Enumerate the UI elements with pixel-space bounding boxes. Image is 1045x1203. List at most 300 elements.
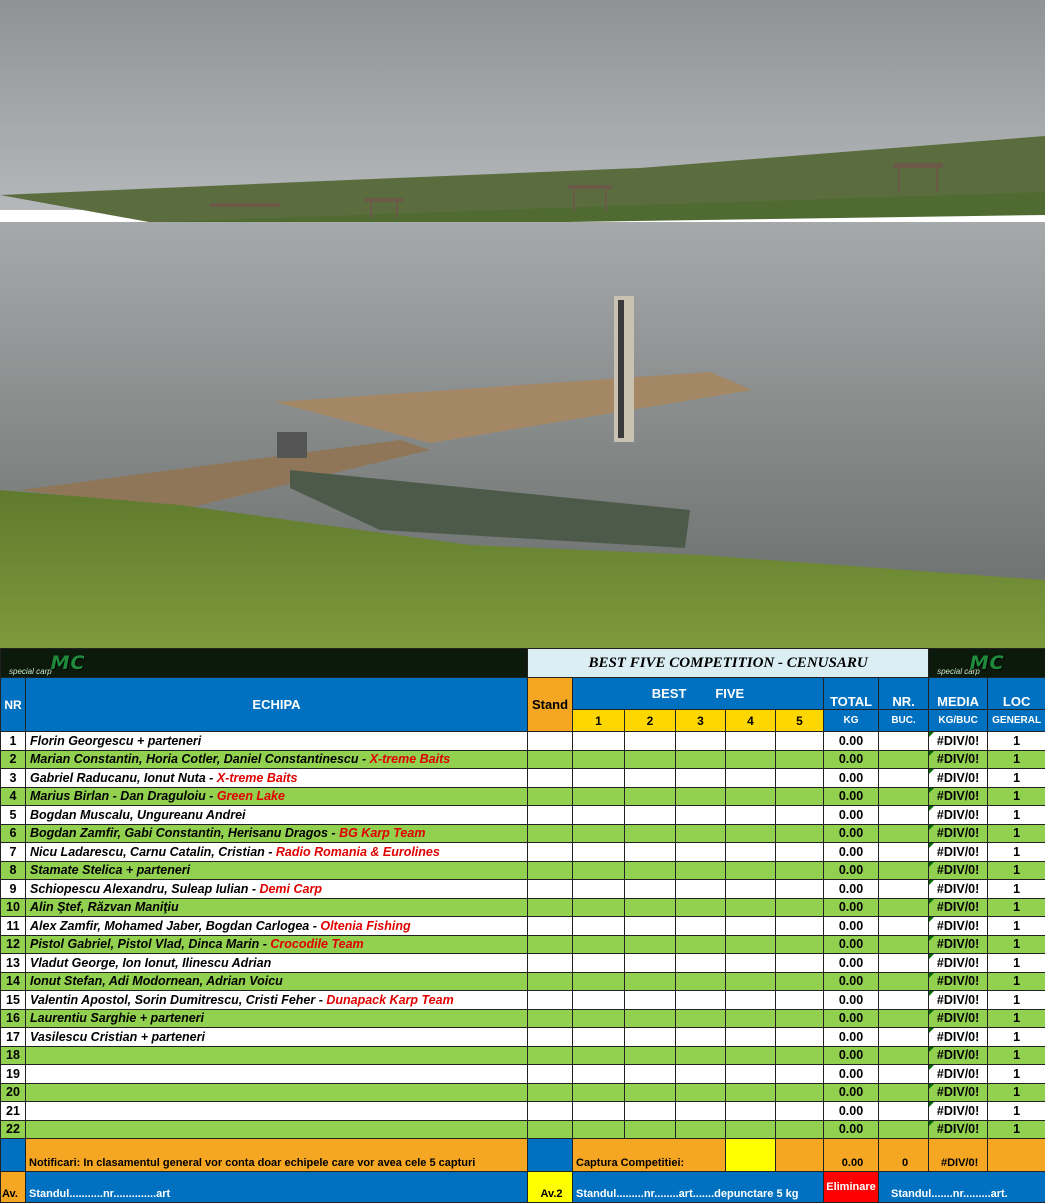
cell-nr-buc[interactable]	[879, 1083, 929, 1102]
cell-catch-2[interactable]	[625, 787, 676, 806]
cell-catch-4[interactable]	[726, 806, 776, 825]
cell-catch-5[interactable]	[776, 750, 824, 769]
header-stand: Stand	[528, 678, 573, 732]
cell-total[interactable]: 0.00	[824, 1009, 879, 1028]
cell-catch-5[interactable]	[776, 1028, 824, 1047]
cell-media[interactable]	[929, 750, 988, 769]
cell-stand[interactable]	[528, 972, 573, 991]
cell-catch-2[interactable]	[625, 750, 676, 769]
cell-catch-2[interactable]	[625, 769, 676, 788]
cell-catch-5[interactable]	[776, 972, 824, 991]
cell-catch-5[interactable]	[776, 1102, 824, 1121]
cell-total[interactable]: 0.00	[824, 787, 879, 806]
error-indicator-icon	[929, 843, 934, 848]
cell-total[interactable]: 0.00	[824, 1028, 879, 1047]
cell-loc[interactable]: 1	[988, 1083, 1045, 1102]
cell-stand[interactable]	[528, 843, 573, 862]
cell-catch-1[interactable]	[573, 1065, 625, 1084]
cell-catch-2[interactable]	[625, 1028, 676, 1047]
cell-catch-3[interactable]	[676, 861, 726, 880]
cell-catch-5[interactable]	[776, 880, 824, 899]
cell-nr-buc[interactable]	[879, 954, 929, 973]
cell-stand[interactable]	[528, 1065, 573, 1084]
cell-catch-1[interactable]	[573, 806, 625, 825]
cell-total[interactable]: 0.00	[824, 1046, 879, 1065]
cell-nr[interactable]: 16	[1, 1009, 26, 1028]
cell-catch-3[interactable]	[676, 787, 726, 806]
cell-nr-buc[interactable]	[879, 1065, 929, 1084]
cell-media[interactable]	[929, 843, 988, 862]
cell-catch-4[interactable]	[726, 824, 776, 843]
media-value: #DIV/0!	[937, 1067, 979, 1081]
cell-catch-1[interactable]	[573, 787, 625, 806]
cell-nr[interactable]: 12	[1, 935, 26, 954]
cell-media[interactable]	[929, 1102, 988, 1121]
table-row	[1, 935, 1045, 954]
cell-total[interactable]: 0.00	[824, 1120, 879, 1139]
cell-loc[interactable]: 1	[988, 917, 1045, 936]
cell-catch-1[interactable]	[573, 935, 625, 954]
cell-loc[interactable]: 1	[988, 1046, 1045, 1065]
cell-catch-4[interactable]	[726, 880, 776, 899]
cell-catch-5[interactable]	[776, 991, 824, 1010]
cell-media[interactable]	[929, 880, 988, 899]
cell-catch-5[interactable]	[776, 787, 824, 806]
cell-team[interactable]	[26, 1120, 528, 1139]
cell-team[interactable]	[26, 880, 528, 899]
cell-catch-4[interactable]	[726, 1083, 776, 1102]
cell-total[interactable]: 0.00	[824, 1102, 879, 1121]
cell-catch-3[interactable]	[676, 991, 726, 1010]
cell-nr[interactable]: 6	[1, 824, 26, 843]
cell-nr-buc[interactable]	[879, 806, 929, 825]
cell-nr[interactable]: 9	[1, 880, 26, 899]
cell-catch-1[interactable]	[573, 732, 625, 751]
cell-total[interactable]: 0.00	[824, 917, 879, 936]
cell-nr[interactable]: 11	[1, 917, 26, 936]
cell-catch-2[interactable]	[625, 1083, 676, 1102]
cell-catch-4[interactable]	[726, 769, 776, 788]
cell-nr[interactable]: 20	[1, 1083, 26, 1102]
cell-catch-3[interactable]	[676, 750, 726, 769]
cell-stand[interactable]	[528, 917, 573, 936]
cell-nr-buc[interactable]	[879, 972, 929, 991]
cell-catch-4[interactable]	[726, 935, 776, 954]
cell-total[interactable]: 0.00	[824, 732, 879, 751]
cell-catch-3[interactable]	[676, 1009, 726, 1028]
cell-loc[interactable]: 1	[988, 1028, 1045, 1047]
cell-catch-3[interactable]	[676, 917, 726, 936]
error-indicator-icon	[929, 1121, 934, 1126]
cell-stand[interactable]	[528, 1120, 573, 1139]
cell-team[interactable]	[26, 1046, 528, 1065]
cell-media[interactable]	[929, 769, 988, 788]
cell-catch-1[interactable]	[573, 917, 625, 936]
cell-total[interactable]: 0.00	[824, 769, 879, 788]
cell-catch-2[interactable]	[625, 732, 676, 751]
cell-nr-buc[interactable]	[879, 861, 929, 880]
cell-team[interactable]	[26, 732, 528, 751]
cell-catch-3[interactable]	[676, 1083, 726, 1102]
cell-catch-1[interactable]	[573, 880, 625, 899]
cell-media[interactable]	[929, 972, 988, 991]
cell-loc[interactable]: 1	[988, 787, 1045, 806]
cell-nr[interactable]: 8	[1, 861, 26, 880]
cell-catch-4[interactable]	[726, 1046, 776, 1065]
cell-catch-5[interactable]	[776, 898, 824, 917]
cell-total[interactable]: 0.00	[824, 750, 879, 769]
cell-catch-4[interactable]	[726, 1102, 776, 1121]
logo-left	[1, 649, 528, 678]
table-row	[1, 787, 1045, 806]
cell-nr-buc[interactable]	[879, 1009, 929, 1028]
cell-nr-buc[interactable]	[879, 1102, 929, 1121]
cell-team[interactable]	[26, 824, 528, 843]
cell-team[interactable]	[26, 1028, 528, 1047]
cell-stand[interactable]	[528, 769, 573, 788]
cell-catch-2[interactable]	[625, 1009, 676, 1028]
cell-total[interactable]: 0.00	[824, 935, 879, 954]
cell-loc[interactable]: 1	[988, 935, 1045, 954]
cell-nr[interactable]: 19	[1, 1065, 26, 1084]
cell-nr-buc[interactable]	[879, 898, 929, 917]
cell-team[interactable]	[26, 1083, 528, 1102]
cell-catch-2[interactable]	[625, 1102, 676, 1121]
footer-row-1	[1, 1139, 1045, 1172]
error-indicator-icon	[929, 732, 934, 737]
cell-nr[interactable]: 7	[1, 843, 26, 862]
cell-media[interactable]	[929, 898, 988, 917]
cell-catch-5[interactable]	[776, 1046, 824, 1065]
cell-media[interactable]	[929, 806, 988, 825]
cell-nr[interactable]: 5	[1, 806, 26, 825]
cell-nr-buc[interactable]	[879, 787, 929, 806]
cell-catch-2[interactable]	[625, 991, 676, 1010]
cell-team[interactable]	[26, 972, 528, 991]
cell-team[interactable]	[26, 935, 528, 954]
cell-total[interactable]: 0.00	[824, 880, 879, 899]
cell-catch-3[interactable]	[676, 806, 726, 825]
cell-stand[interactable]	[528, 1046, 573, 1065]
cell-media[interactable]	[929, 917, 988, 936]
cell-nr[interactable]: 17	[1, 1028, 26, 1047]
cell-team[interactable]	[26, 750, 528, 769]
team-name: Stamate Stelica + parteneri	[30, 863, 190, 877]
cell-team[interactable]	[26, 806, 528, 825]
cell-catch-4[interactable]	[726, 1028, 776, 1047]
cell-loc[interactable]: 1	[988, 1102, 1045, 1121]
cell-catch-3[interactable]	[676, 843, 726, 862]
cell-catch-5[interactable]	[776, 861, 824, 880]
cell-nr[interactable]: 10	[1, 898, 26, 917]
cell-catch-5[interactable]	[776, 769, 824, 788]
cell-total[interactable]: 0.00	[824, 806, 879, 825]
cell-loc[interactable]: 1	[988, 861, 1045, 880]
cell-stand[interactable]	[528, 991, 573, 1010]
cell-catch-1[interactable]	[573, 972, 625, 991]
cell-total[interactable]: 0.00	[824, 843, 879, 862]
cell-media[interactable]	[929, 991, 988, 1010]
cell-team[interactable]	[26, 843, 528, 862]
footer-captura-total: 0.00	[824, 1139, 879, 1172]
cell-catch-2[interactable]	[625, 843, 676, 862]
cell-nr[interactable]: 1	[1, 732, 26, 751]
cell-nr-buc[interactable]	[879, 824, 929, 843]
cell-catch-4[interactable]	[726, 787, 776, 806]
cell-catch-4[interactable]	[726, 1120, 776, 1139]
cell-loc[interactable]: 1	[988, 769, 1045, 788]
team-name: Bogdan Muscalu, Ungureanu Andrei	[30, 808, 246, 822]
cell-catch-3[interactable]	[676, 1065, 726, 1084]
cell-catch-2[interactable]	[625, 806, 676, 825]
cell-team[interactable]	[26, 769, 528, 788]
footer-standul-1: Standul...........nr..............art	[26, 1172, 528, 1203]
team-name: Bogdan Zamfir, Gabi Constantin, Herisanu Dragos -	[30, 826, 339, 840]
cell-nr-buc[interactable]	[879, 769, 929, 788]
cell-media[interactable]	[929, 732, 988, 751]
cell-stand[interactable]	[528, 935, 573, 954]
cell-catch-5[interactable]	[776, 732, 824, 751]
cell-total[interactable]: 0.00	[824, 861, 879, 880]
cell-catch-1[interactable]	[573, 843, 625, 862]
cell-stand[interactable]	[528, 880, 573, 899]
cell-total[interactable]: 0.00	[824, 898, 879, 917]
cell-catch-2[interactable]	[625, 880, 676, 899]
logo-sub: special carp	[9, 667, 52, 676]
cell-total[interactable]: 0.00	[824, 1083, 879, 1102]
table-row	[1, 1065, 1045, 1084]
cell-media[interactable]	[929, 1028, 988, 1047]
cell-catch-4[interactable]	[726, 972, 776, 991]
footer-blank-yellow	[726, 1139, 776, 1172]
cell-loc[interactable]: 1	[988, 991, 1045, 1010]
team-sponsor: Green Lake	[217, 789, 285, 803]
error-indicator-icon	[929, 936, 934, 941]
cell-team[interactable]	[26, 917, 528, 936]
cell-media[interactable]	[929, 1009, 988, 1028]
cell-catch-4[interactable]	[726, 861, 776, 880]
cell-stand[interactable]	[528, 787, 573, 806]
cell-catch-5[interactable]	[776, 954, 824, 973]
cell-stand[interactable]	[528, 732, 573, 751]
cell-catch-1[interactable]	[573, 1083, 625, 1102]
table-row	[1, 1083, 1045, 1102]
cell-nr[interactable]: 18	[1, 1046, 26, 1065]
sheet-title: BEST FIVE COMPETITION - CENUSARU	[528, 649, 929, 678]
cell-catch-2[interactable]	[625, 917, 676, 936]
header-row-1	[1, 678, 1045, 710]
cell-loc[interactable]: 1	[988, 880, 1045, 899]
cell-catch-5[interactable]	[776, 917, 824, 936]
cell-catch-1[interactable]	[573, 750, 625, 769]
cell-loc[interactable]: 1	[988, 732, 1045, 751]
cell-catch-2[interactable]	[625, 1065, 676, 1084]
cell-catch-4[interactable]	[726, 1065, 776, 1084]
cell-nr[interactable]: 13	[1, 954, 26, 973]
cell-catch-3[interactable]	[676, 824, 726, 843]
error-indicator-icon	[929, 1065, 934, 1070]
cell-catch-4[interactable]	[726, 732, 776, 751]
cell-catch-5[interactable]	[776, 824, 824, 843]
cell-media[interactable]	[929, 1046, 988, 1065]
cell-catch-4[interactable]	[726, 898, 776, 917]
team-name: Pistol Gabriel, Pistol Vlad, Dinca Marin -	[30, 937, 270, 951]
cell-catch-4[interactable]	[726, 954, 776, 973]
cell-nr-buc[interactable]	[879, 935, 929, 954]
cell-nr-buc[interactable]	[879, 1028, 929, 1047]
cell-total[interactable]: 0.00	[824, 954, 879, 973]
team-name: Nicu Ladarescu, Carnu Catalin, Cristian -	[30, 845, 276, 859]
cell-catch-1[interactable]	[573, 898, 625, 917]
cell-nr[interactable]: 21	[1, 1102, 26, 1121]
cell-catch-5[interactable]	[776, 1083, 824, 1102]
cell-catch-2[interactable]	[625, 954, 676, 973]
cell-loc[interactable]: 1	[988, 954, 1045, 973]
cell-nr-buc[interactable]	[879, 1046, 929, 1065]
cell-catch-1[interactable]	[573, 769, 625, 788]
cell-loc[interactable]: 1	[988, 750, 1045, 769]
cell-loc[interactable]: 1	[988, 824, 1045, 843]
cell-catch-3[interactable]	[676, 1028, 726, 1047]
cell-catch-4[interactable]	[726, 917, 776, 936]
cell-loc[interactable]: 1	[988, 1120, 1045, 1139]
cell-nr-buc[interactable]	[879, 732, 929, 751]
cell-catch-1[interactable]	[573, 1120, 625, 1139]
cell-catch-1[interactable]	[573, 954, 625, 973]
cell-catch-5[interactable]	[776, 843, 824, 862]
cell-team[interactable]	[26, 861, 528, 880]
cell-stand[interactable]	[528, 1028, 573, 1047]
cell-catch-2[interactable]	[625, 1046, 676, 1065]
cell-catch-3[interactable]	[676, 954, 726, 973]
media-value: #DIV/0!	[937, 1122, 979, 1136]
cell-catch-1[interactable]	[573, 1028, 625, 1047]
cell-catch-2[interactable]	[625, 898, 676, 917]
cell-catch-2[interactable]	[625, 972, 676, 991]
cell-team[interactable]	[26, 1065, 528, 1084]
cell-catch-4[interactable]	[726, 843, 776, 862]
cell-stand[interactable]	[528, 898, 573, 917]
cell-catch-5[interactable]	[776, 1065, 824, 1084]
cell-media[interactable]	[929, 954, 988, 973]
cell-catch-3[interactable]	[676, 769, 726, 788]
cell-loc[interactable]: 1	[988, 843, 1045, 862]
cell-nr-buc[interactable]	[879, 917, 929, 936]
cell-catch-5[interactable]	[776, 806, 824, 825]
cell-loc[interactable]: 1	[988, 806, 1045, 825]
cell-total[interactable]: 0.00	[824, 824, 879, 843]
cell-catch-1[interactable]	[573, 991, 625, 1010]
cell-nr[interactable]: 2	[1, 750, 26, 769]
cell-media[interactable]	[929, 1065, 988, 1084]
cell-catch-1[interactable]	[573, 1102, 625, 1121]
table-row	[1, 861, 1045, 880]
cell-catch-2[interactable]	[625, 935, 676, 954]
cell-stand[interactable]	[528, 1083, 573, 1102]
cell-nr-buc[interactable]	[879, 880, 929, 899]
cell-catch-5[interactable]	[776, 935, 824, 954]
cell-catch-1[interactable]	[573, 1046, 625, 1065]
cell-catch-3[interactable]	[676, 1102, 726, 1121]
cell-total[interactable]: 0.00	[824, 991, 879, 1010]
cell-stand[interactable]	[528, 806, 573, 825]
media-value: #DIV/0!	[937, 919, 979, 933]
cell-stand[interactable]	[528, 1102, 573, 1121]
cell-catch-2[interactable]	[625, 861, 676, 880]
cell-catch-3[interactable]	[676, 935, 726, 954]
cell-media[interactable]	[929, 935, 988, 954]
cell-catch-5[interactable]	[776, 1120, 824, 1139]
cell-catch-1[interactable]	[573, 1009, 625, 1028]
table-row	[1, 843, 1045, 862]
cell-loc[interactable]: 1	[988, 972, 1045, 991]
cell-media[interactable]	[929, 1120, 988, 1139]
cell-stand[interactable]	[528, 1009, 573, 1028]
cell-nr-buc[interactable]	[879, 1120, 929, 1139]
cell-total[interactable]: 0.00	[824, 972, 879, 991]
cell-catch-4[interactable]	[726, 991, 776, 1010]
cell-media[interactable]	[929, 824, 988, 843]
media-value: #DIV/0!	[937, 845, 979, 859]
error-indicator-icon	[929, 862, 934, 867]
cell-catch-3[interactable]	[676, 898, 726, 917]
cell-loc[interactable]: 1	[988, 898, 1045, 917]
cell-catch-4[interactable]	[726, 1009, 776, 1028]
cell-catch-3[interactable]	[676, 880, 726, 899]
cell-team[interactable]	[26, 1009, 528, 1028]
cell-media[interactable]	[929, 861, 988, 880]
cell-team[interactable]	[26, 991, 528, 1010]
cell-media[interactable]	[929, 1083, 988, 1102]
cell-catch-3[interactable]	[676, 732, 726, 751]
cell-nr-buc[interactable]	[879, 750, 929, 769]
cell-team[interactable]	[26, 787, 528, 806]
logo-text: MC	[970, 652, 1005, 674]
cell-team[interactable]	[26, 1102, 528, 1121]
cell-nr[interactable]: 3	[1, 769, 26, 788]
cell-loc[interactable]: 1	[988, 1009, 1045, 1028]
footer-blank-orange	[776, 1139, 824, 1172]
error-indicator-icon	[929, 769, 934, 774]
cell-nr[interactable]: 14	[1, 972, 26, 991]
cell-catch-1[interactable]	[573, 824, 625, 843]
cell-stand[interactable]	[528, 750, 573, 769]
cell-media[interactable]	[929, 787, 988, 806]
cell-catch-5[interactable]	[776, 1009, 824, 1028]
cell-nr[interactable]: 22	[1, 1120, 26, 1139]
cell-team[interactable]	[26, 898, 528, 917]
cell-nr[interactable]: 4	[1, 787, 26, 806]
cell-team[interactable]	[26, 954, 528, 973]
cell-catch-2[interactable]	[625, 824, 676, 843]
cell-catch-3[interactable]	[676, 1120, 726, 1139]
cell-nr-buc[interactable]	[879, 843, 929, 862]
cell-catch-3[interactable]	[676, 972, 726, 991]
cell-catch-4[interactable]	[726, 750, 776, 769]
cell-catch-3[interactable]	[676, 1046, 726, 1065]
cell-stand[interactable]	[528, 861, 573, 880]
cell-loc[interactable]: 1	[988, 1065, 1045, 1084]
table-row	[1, 898, 1045, 917]
cell-stand[interactable]	[528, 954, 573, 973]
cell-nr[interactable]: 15	[1, 991, 26, 1010]
cell-catch-1[interactable]	[573, 861, 625, 880]
cell-catch-2[interactable]	[625, 1120, 676, 1139]
cell-nr-buc[interactable]	[879, 991, 929, 1010]
cell-stand[interactable]	[528, 824, 573, 843]
cell-total[interactable]: 0.00	[824, 1065, 879, 1084]
team-sponsor: Oltenia Fishing	[320, 919, 410, 933]
